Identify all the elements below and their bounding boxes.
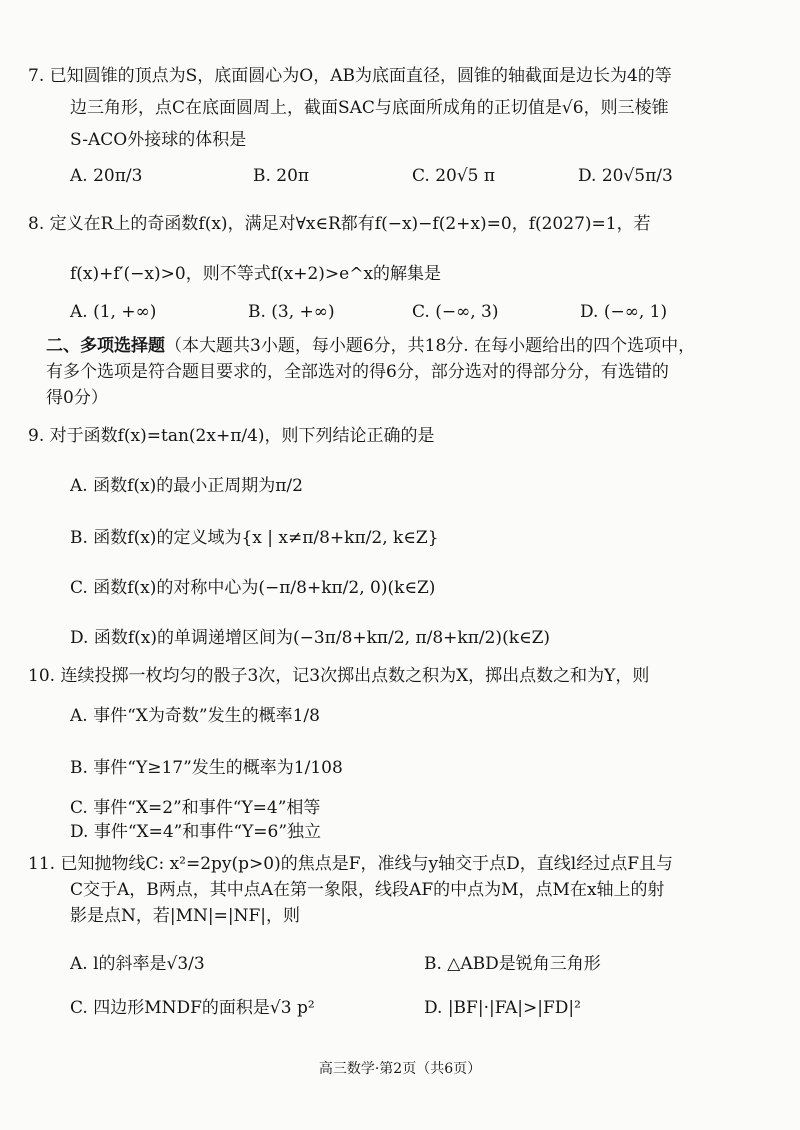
q8-option-d: D. (−∞, 1) [580,302,668,322]
q7-option-a: A. 20π/3 [70,166,143,186]
q9-option-c: C. 函数f(x)的对称中心为(−π/8+kπ/2, 0)(k∈Z) [70,578,436,598]
page-footer: 高三数学·第2页（共6页） [318,1061,482,1077]
q7-line-2: 边三角形，点C在底面圆周上，截面SAC与底面所成角的正切值是√6，则三棱锥 [70,98,669,118]
q11-option-c: C. 四边形MNDF的面积是√3 p² [70,998,315,1018]
q7-line-3: S-ACO外接球的体积是 [70,130,247,150]
q8-line-1: 8. 定义在R上的奇函数f(x)，满足对∀x∈R都有f(−x)−f(2+x)=0，f(2027)=1，若 [28,214,651,234]
q8-option-b: B. (3, +∞) [248,302,335,322]
q11-option-a: A. l的斜率是√3/3 [70,954,205,974]
q11-option-b: B. △ABD是锐角三角形 [424,954,601,974]
q11-option-d: D. |BF|·|FA|>|FD|² [424,998,581,1018]
q10-option-b: B. 事件“Y≥17”发生的概率为1/108 [70,758,343,778]
q8-option-a: A. (1, +∞) [70,302,157,322]
section-2-intro: （本大题共3小题，每小题6分，共18分. 在每小题给出的四个选项中， [165,336,696,356]
q10-option-d: D. 事件“X=4”和事件“Y=6”独立 [70,822,322,842]
q9-option-b: B. 函数f(x)的定义域为{x | x≠π/8+kπ/2, k∈Z} [70,528,439,548]
q7-option-b: B. 20π [253,166,310,186]
q11-line-2: C交于A，B两点，其中点A在第一象限，线段AF的中点为M，点M在x轴上的射 [70,880,665,900]
q10-option-a: A. 事件“X为奇数”发生的概率1/8 [70,706,320,726]
q9-stem: 9. 对于函数f(x)=tan(2x+π/4)，则下列结论正确的是 [28,426,435,446]
q9-option-a: A. 函数f(x)的最小正周期为π/2 [70,476,303,496]
section-2-heading: 二、多项选择题 [46,336,165,356]
section-2-line-2: 有多个选项是符合题目要求的，全部选对的得6分，部分选对的得部分分，有选错的 [46,362,669,382]
q7-option-d: D. 20√5π/3 [578,166,673,186]
q11-line-1: 11. 已知抛物线C: x²=2py(p>0)的焦点是F，准线与y轴交于点D，直线l经过点F且与 [28,854,673,874]
section-2-line-1 [46,334,695,358]
q11-line-3: 影是点N，若|MN|=|NF|，则 [70,906,300,926]
q8-line-2: f(x)+f′(−x)>0，则不等式f(x+2)>e^x的解集是 [70,264,442,284]
q10-option-c: C. 事件“X=2”和事件“Y=4”相等 [70,798,321,818]
q8-option-c: C. (−∞, 3) [412,302,499,322]
q7-option-c: C. 20√5 π [412,166,496,186]
q7-line-1: 7. 已知圆锥的顶点为S，底面圆心为O，AB为底面直径，圆锥的轴截面是边长为4的等 [28,66,672,86]
section-2-line-3: 得0分） [46,388,108,408]
q10-stem: 10. 连续投掷一枚均匀的骰子3次，记3次掷出点数之积为X，掷出点数之和为Y，则 [28,666,650,686]
q9-option-d: D. 函数f(x)的单调递增区间为(−3π/8+kπ/2, π/8+kπ/2)(k∈Z) [70,628,551,648]
